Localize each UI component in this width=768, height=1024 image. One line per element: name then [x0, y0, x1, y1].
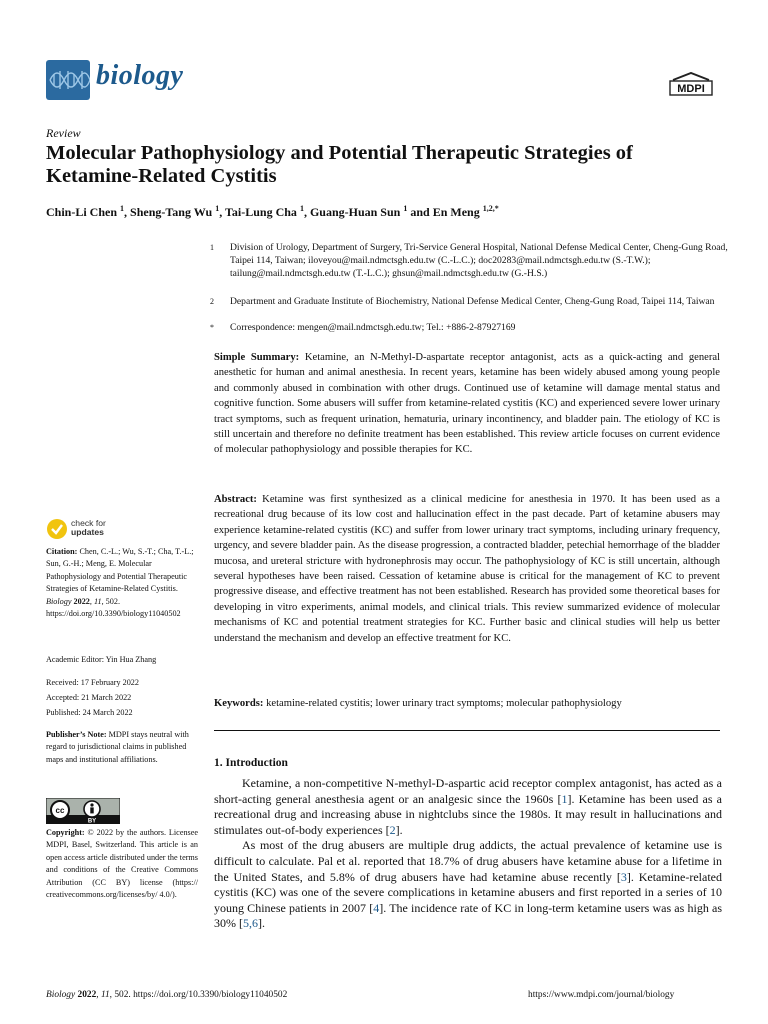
- affiliation-1: [210, 242, 734, 280]
- footer-volume: 11: [100, 990, 110, 1000]
- author-name: En Meng: [432, 205, 480, 219]
- reference-link[interactable]: 1: [561, 791, 568, 806]
- article-type: Review: [46, 126, 81, 140]
- cc-glyph: cc: [55, 806, 65, 815]
- received-date: Received: 17 February 2022: [46, 678, 139, 687]
- author-name: Guang-Huan Sun: [309, 205, 401, 219]
- introduction-body: [214, 776, 722, 932]
- summary-label: Simple Summary:: [214, 352, 300, 363]
- section-heading: 1. Introduction: [214, 757, 288, 769]
- author-affiliation-mark: 1,2,*: [482, 204, 499, 213]
- copyright: [46, 827, 198, 901]
- affiliation-mark: 2: [210, 297, 214, 306]
- author-name: Chin-Li Chen: [46, 205, 118, 219]
- copyright-text: © 2022 by the authors. Licensee MDPI, Basel, Switzerland. This article is an open access article distributed under the terms and conditions of the Creative Commons Attribution (CC BY) license (https:// creativecommons.org/licenses/by/ 4.0/).: [46, 828, 198, 900]
- published-date: Published: 24 March 2022: [46, 708, 133, 717]
- article-title: Molecular Pathophysiology and Potential Therapeutic Strategies of Ketamine-Related Cystitis: [46, 142, 633, 187]
- by-glyph: BY: [87, 818, 97, 824]
- citation-journal: Biology: [46, 596, 72, 606]
- mdpi-logo-icon: [668, 72, 714, 96]
- footer-citation: Biology 2022, 11, 502. https://doi.org/10.3390/biology11040502: [46, 990, 288, 1000]
- keywords-text: ketamine-related cystitis; lower urinary tract symptoms; molecular pathophysiology: [263, 698, 622, 709]
- check-for-updates-button[interactable]: [46, 518, 166, 540]
- author-name: Sheng-Tang Wu: [130, 205, 213, 219]
- reference-link[interactable]: 2: [389, 822, 396, 837]
- author-affiliation-mark: 1: [215, 204, 220, 213]
- footer-journal: Biology: [46, 990, 76, 1000]
- author-affiliation-mark: 1: [299, 204, 304, 213]
- affiliation-2: [210, 296, 734, 309]
- citation-text: Chen, C.-L.; Wu, S.-T.; Cha, T.-L.; Sun, G.-H.; Meng, E. Molecular Pathophysiology and Potential Therapeutic Strategies of Ketamine-Related Cystitis.: [46, 547, 194, 594]
- journal-name: biology: [96, 60, 184, 91]
- paragraph: Ketamine, a non-competitive N-methyl-D-aspartic acid receptor complex antagonist, has acted as a short-acting general anesthesia agent or an analgesic since the 1960s [1]. Ketamine has been used as a recreational drug and increasing abuse in nightclubs since the 1980s. It may result in hallucinations and stimulates out-of-body experiences [2].: [214, 776, 723, 837]
- reference-link[interactable]: 5,6: [243, 916, 258, 931]
- affiliation-text: Division of Urology, Department of Surgery, Tri-Service General Hospital, National Defense Medical Center, Cheng-Gung Road, Taipei 114, Taiwan; iloveyou@mail.ndmctsgh.edu.tw (C.-L.C.); doc20283@mail.ndmctsgh.edu.tw (S.-T.W.); tailung@mail.ndmctsgh.edu.tw (T.-L.C.); ghsun@mail.ndmctsgh.edu.tw (G.-H.S.): [230, 242, 728, 279]
- affiliation-text: Correspondence: mengen@mail.ndmctsgh.edu.tw; Tel.: +886-2-87927169: [230, 322, 516, 333]
- accepted-date: Accepted: 21 March 2022: [46, 693, 132, 702]
- author-affiliation-mark: 1: [403, 204, 408, 213]
- correspondence: [210, 322, 734, 335]
- note-text: MDPI stays neutral with regard to jurisdictional claims in published maps and institutional affiliations.: [46, 730, 189, 764]
- check-updates-icon: [46, 518, 68, 540]
- citation-doi: , 502. https://doi.org/10.3390/biology11040502: [46, 596, 181, 619]
- reference-link[interactable]: 4: [373, 900, 380, 915]
- abstract: [214, 492, 720, 646]
- academic-editor: Academic Editor: Yin Hua Zhang: [46, 655, 157, 664]
- simple-summary: [214, 350, 720, 458]
- author-affiliation-mark: 1: [120, 204, 125, 213]
- mdpi-logo-text: MDPI: [677, 83, 705, 95]
- citation-label: Citation:: [46, 547, 78, 556]
- affiliation-mark: *: [210, 323, 214, 332]
- paragraph: As most of the drug abusers are multiple drug addicts, the actual prevalence of ketamine use is difficult to calculate. Pal et al. reported that 18.7% of drug abusers have ketamine abuse for a lifetime in the United States, and 5.8% of drug abusers have had ketamine abuse recently [3]. Ketamine-related cystitis (KC) was one of the severe complications in ketamine abusers and first reported in a series of 10 young Chinese patients in 2007 [4]. The incidence rate of KC in long-term ketamine users was as high as 30% [5,6].: [214, 838, 723, 931]
- keywords: [214, 696, 720, 711]
- updates-label: updates: [71, 527, 104, 538]
- citation-year: 2022: [73, 596, 90, 606]
- note-label: Publisher’s Note:: [46, 730, 107, 739]
- footer-year: 2022: [77, 990, 97, 1000]
- affiliation-text: Department and Graduate Institute of Biochemistry, National Defense Medical Center, Cheng-Gung Road, Taipei 114, Taiwan: [230, 296, 715, 307]
- citation: Citation: Chen, C.-L.; Wu, S.-T.; Cha, T.-L.; Sun, G.-H.; Meng, E. Molecular Pathophysiology and Potential Therapeutic Strategies of Ketamine-Related Cystitis. Biology 2022, 11, 502. https://doi.org/10.3390/biology11040502: [46, 547, 194, 619]
- footer-doi: , 502. https://doi.org/10.3390/biology11040502: [109, 990, 288, 1000]
- abstract-label: Abstract:: [214, 494, 257, 505]
- check-label: check for: [71, 518, 106, 528]
- copyright-label: Copyright:: [46, 828, 85, 837]
- abstract-text: Ketamine was first synthesized as a clinical medicine for anesthesia in 1970. It has been used as a recreational drug because of its low cost and hallucination effect in the past decade. Part of ketamine abusers may experience ketamine-related cystitis (KC) and suffer from lower urinary tract symptoms, including urinary frequency, urgency, and severe bladder pain. As the disease progression, a contracted bladder, petechial hemorrhage of the bladder mucosa, and ureteral stricture with hydronephrosis may occur. The pathophysiology of KC is still uncertain, although several hypotheses have been raised. Cessation of ketamine abuse is critical for the management of KC to prevent progressive disease, and effective treatment has not been established. Research has provided some theoretical bases for developing in vitro experiments, animal models, and clinical trials. This review summarized evidence of molecular mechanisms of KC and potential treatment strategies for KC. Further basic and clinical studies will help us better understand the mechanism and develop an effective treatment for KC.: [214, 494, 720, 644]
- citation-volume: 11: [93, 596, 102, 606]
- journal-logo-icon: [46, 60, 90, 100]
- affiliation-mark: 1: [210, 243, 214, 252]
- author-name: Tai-Lung Cha: [225, 205, 297, 219]
- cc-by-license-icon[interactable]: [46, 798, 120, 824]
- keywords-label: Keywords:: [214, 698, 264, 709]
- section-divider: [214, 730, 720, 731]
- footer-journal-url[interactable]: https://www.mdpi.com/journal/biology: [528, 990, 675, 1000]
- author-list: Chin-Li Chen $^1$, Sheng-Tang Wu $^1$, Tai-Lung Cha $^1$, Guang-Huan Sun $^1$ and En Meng $^{1,2,*}$: [46, 204, 499, 219]
- reference-link[interactable]: 3: [620, 869, 627, 884]
- summary-text: Ketamine, an N-Methyl-D-aspartate receptor antagonist, acts as a quick-acting and general anesthetic for human and animal anesthesia. In recent years, ketamine has been widely abused among young people and commonly abused in combination with other drugs. Continued use of ketamine will damage mental status and cognitive function. Some abusers will suffer from ketamine-related cystitis (KC) and experienced severe lower urinary tract symptoms, such as frequent urination, hematuria, urinary incontinency, and bladder pain. The etiology of KC is still uncertain and therefore no definite treatment has been established. This review article focuses on current evidence of molecular pathophysiology and possible therapies for KC.: [214, 352, 720, 456]
- publishers-note: [46, 729, 198, 766]
